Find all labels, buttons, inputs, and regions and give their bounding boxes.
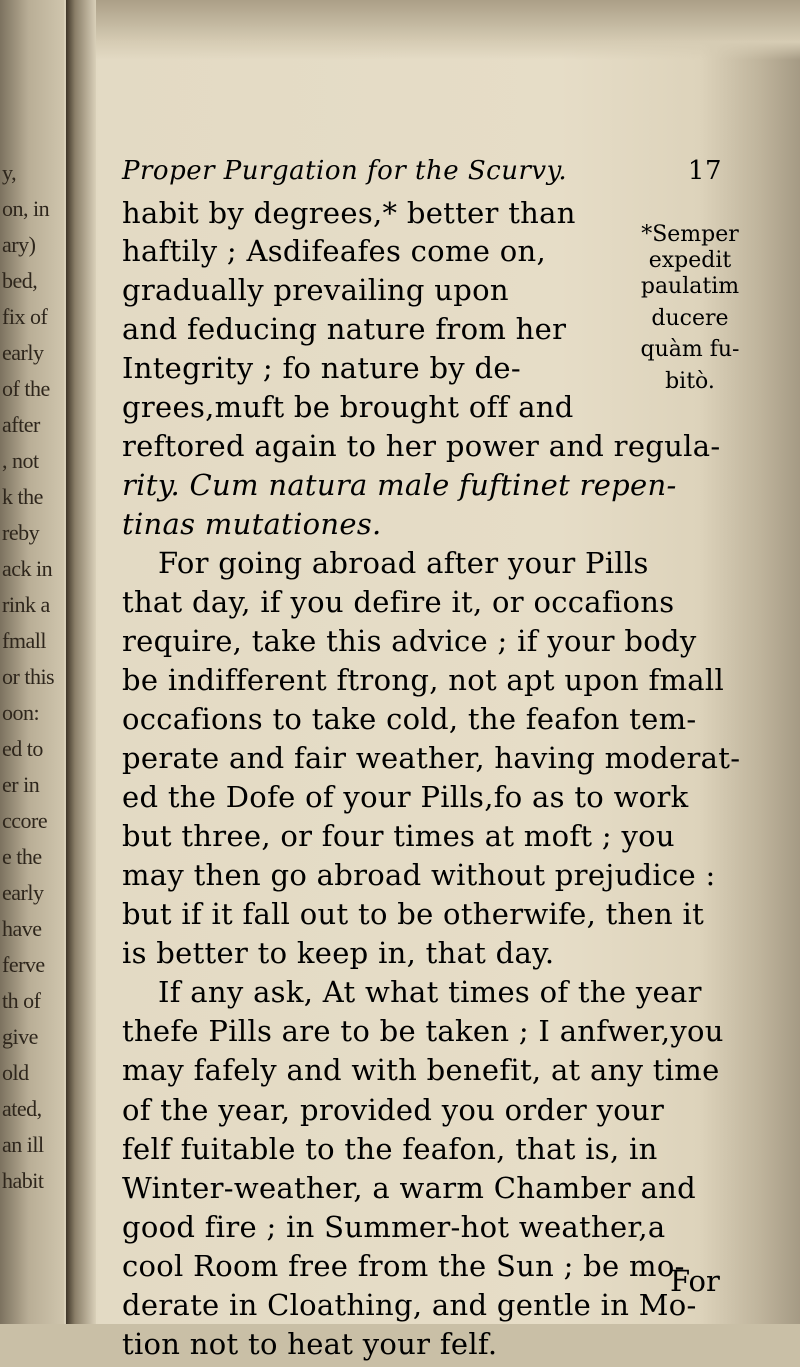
facing-page-fragment: an ill [2,1132,44,1157]
margin-note-line: expedit [648,248,732,274]
text-line: that day, if you defire it, or occafions [122,584,675,619]
margin-note-line: quàm fu- [640,337,740,363]
facing-page-fragment: oon: [2,700,40,725]
text-line: may fafely and with benefit, at any time [122,1053,720,1088]
running-title: Proper Purgation for the Scurvy. [122,156,568,186]
margin-note-line: paulatim [640,274,740,300]
facing-page-fragment: ated, [2,1096,42,1121]
facing-page-fragment: after [2,412,40,437]
text-line: but if it fall out to be otherwife, then it [122,897,705,932]
text-line: If any ask, At what times of the year [158,975,702,1010]
facing-page-fragment: ed to [2,736,43,761]
margin-note-line: bitò. [665,368,715,394]
facing-page-fragment: bed, [2,268,38,293]
text-line: habit by degrees,* better than [122,196,576,230]
facing-page-strip [0,0,64,1324]
facing-page-fragment: old [2,1060,29,1085]
facing-page-fragment: fix of [2,304,48,329]
text-line: Winter-weather, a warm Chamber and [122,1170,697,1205]
text-line: thefe Pills are to be taken ; I anfwer,you [122,1014,724,1049]
facing-page-fragment: y, [2,160,17,185]
facing-page-fragment: th of [2,988,41,1013]
facing-page-fragment: e the [2,844,42,869]
facing-page-fragment: on, in [2,196,50,221]
facing-page-fragment: early [2,880,44,905]
text-line: haftily ; Asdifeafes come on, [122,234,546,269]
text-line: good fire ; in Summer-hot weather,a [122,1209,666,1244]
text-line: and feducing nature from her [122,312,567,347]
facing-page-fragment: ack in [2,556,53,581]
text-line: gradually prevailing upon [122,273,509,308]
facing-page-fragment: or this [2,664,55,689]
facing-page-fragment: k the [2,484,43,509]
text-line: tion not to heat your felf. [122,1326,498,1361]
facing-page-fragment: ferve [2,952,45,977]
facing-page-fragment: , not [2,448,39,473]
facing-page-fragment: rink a [2,592,50,617]
text-line: ed the Dofe of your Pills,fo as to work [122,780,689,815]
text-line: may then go abroad without prejudice : [122,858,716,893]
text-line: felf fuitable to the feafon, that is, in [122,1131,658,1166]
text-line: For going abroad after your Pills [158,545,649,580]
text-line: but three, or four times at moft ; you [122,819,675,854]
text-line: Integrity ; fo nature by de- [122,351,521,386]
facing-page-fragment: ary) [2,232,36,257]
text-line: cool Room free from the Sun ; be mo- [122,1248,685,1283]
running-header [122,156,742,200]
facing-page-fragment: ccore [2,808,48,833]
facing-page-fragment: early [2,340,44,365]
text-line: of the year, provided you order your [122,1092,665,1127]
text-line: tinas mutationes. [122,506,382,541]
facing-page-fragment: reby [2,520,40,545]
book-gutter [66,0,96,1324]
text-line: occafions to take cold, the feafon tem- [122,701,697,736]
text-line: grees,muft be brought off and [122,390,574,425]
text-line: be indifferent ftrong, not apt upon fmall [122,662,725,697]
text-line: require, take this advice ; if your body [122,623,697,658]
facing-page-fragment: give [2,1024,38,1049]
top-edge-shadow [90,0,800,60]
text-line: rity. Cum natura male fuftinet repen- [122,468,677,503]
facing-page-fragment: er in [2,772,40,797]
page-number: 17 [687,156,722,186]
margin-note-line: ducere [651,305,729,331]
text-line: is better to keep in, that day. [122,936,555,971]
catchword: For [670,1264,720,1298]
margin-note-line: *Semper [641,222,739,248]
text-line: derate in Cloathing, and gentle in Mo- [122,1287,697,1322]
text-line: reftored again to her power and regula- [122,429,721,464]
text-line: perate and fair weather, having moderat- [122,740,741,775]
facing-page-fragment: have [2,916,42,941]
facing-page-fragment: habit [2,1168,44,1193]
facing-page-fragment: fmall [2,628,46,653]
facing-page-fragment: of the [2,376,50,401]
